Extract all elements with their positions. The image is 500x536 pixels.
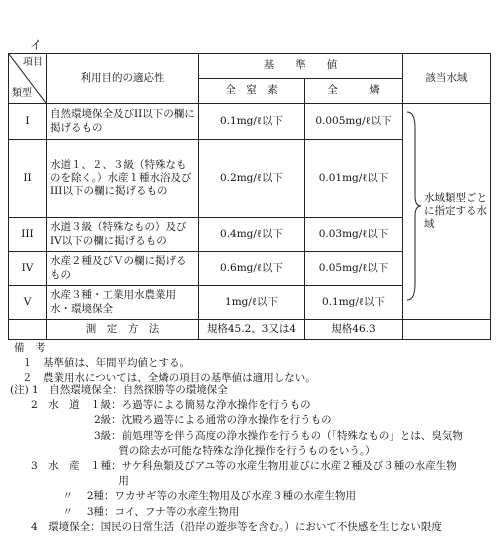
method-nitrogen: 規格45.2、3又は4 — [199, 320, 305, 340]
phosphorus-value: 0.01mg/ℓ以下 — [305, 140, 403, 218]
notes-title: 備 考 — [14, 342, 46, 354]
nitrogen-value: 0.6mg/ℓ以下 — [199, 252, 305, 286]
footnote-line: 3 水 産 １種：サケ科魚類及びアユ等の水産生物用並びに水産２種及び３種の水産生物 — [10, 459, 457, 472]
footnote-line: 2 水 道 １級：ろ過等による簡易な浄水操作を行うもの — [10, 399, 311, 412]
nitrogen-value: 0.1mg/ℓ以下 — [199, 104, 305, 140]
method-phosphorus: 規格46.3 — [305, 320, 403, 340]
note-item: １ 基準値は、年間平均値とする。 — [22, 357, 190, 369]
method-label: 測 定 方 法 — [47, 320, 199, 340]
purpose-cell: 水産３種・工業用水農業用水・環境保全 — [47, 286, 199, 320]
nitrogen-value: 0.4mg/ℓ以下 — [199, 218, 305, 252]
footnote-line: 質の除去が可能な特殊な浄化操作を行うものをいう。） — [10, 444, 376, 457]
footnote-line: 用 — [10, 475, 129, 488]
header-total-n: 全 窒 素 — [199, 79, 305, 104]
purpose-cell: 自然環境保全及びII以下の欄に掲げるもの — [47, 104, 199, 140]
footnote-line: 2級：沈殿ろ過等による通常の浄水操作を行うもの — [10, 414, 332, 427]
nitrogen-value: 1mg/ℓ以下 — [199, 286, 305, 320]
footnote-line: 3級：前処理等を伴う高度の浄水操作を行うもの（「特殊なもの」とは、臭気物 — [10, 429, 463, 442]
waters-text: 水域類型ごとに指定する水域 — [424, 191, 487, 231]
note-item: ２ 農業用水については、全燐の項目の基準値は適用しない。 — [22, 372, 316, 384]
footnote-line: 4 環境保全：国民の日常生活（沿岸の遊歩等を含む。）において不快感を生じない限度 — [10, 520, 442, 533]
phosphorus-value: 0.1mg/ℓ以下 — [305, 286, 403, 320]
waters-cell — [403, 104, 491, 320]
header-purpose: 利用目的の適応性 — [47, 54, 199, 104]
footnote-line: 〃 3種：コイ、フナ等の水産生物用 — [10, 505, 240, 518]
brace-icon — [405, 108, 421, 304]
purpose-cell: 水道１、２、３級（特殊なものを除く。）水産１種水浴及びIII以下の欄に掲げるもの — [47, 140, 199, 218]
section-label: イ — [30, 38, 43, 52]
header-type: 類型 — [12, 87, 32, 99]
phosphorus-value: 0.005mg/ℓ以下 — [305, 104, 403, 140]
header-item: 項目 — [23, 57, 43, 68]
header-corner-cell — [9, 54, 47, 104]
type-cell: III — [9, 218, 47, 252]
type-cell: I — [9, 104, 47, 140]
footnote-line: 〃 2種：ワカサギ等の水産生物用及び水産３種の水産生物用 — [10, 490, 357, 503]
water-quality-standard-table — [8, 53, 491, 340]
nitrogen-value: 0.2mg/ℓ以下 — [199, 140, 305, 218]
phosphorus-value: 0.05mg/ℓ以下 — [305, 252, 403, 286]
type-cell: V — [9, 286, 47, 320]
header-waters: 該当水域 — [403, 54, 491, 104]
header-total-p: 全 燐 — [305, 79, 403, 104]
type-cell: IV — [9, 252, 47, 286]
purpose-cell: 水道３級（特殊なもの）及びIV以下の欄に掲げるもの — [47, 218, 199, 252]
header-standard: 基 準 値 — [199, 54, 403, 79]
footnote-line: (注) 1 自然環境保全：自然探勝等の環境保全 — [10, 384, 228, 396]
purpose-cell: 水産２種及びＶの欄に掲げるもの — [47, 252, 199, 286]
notes-section — [14, 342, 316, 387]
footnotes — [10, 384, 463, 536]
phosphorus-value: 0.03mg/ℓ以下 — [305, 218, 403, 252]
type-cell: II — [9, 140, 47, 218]
